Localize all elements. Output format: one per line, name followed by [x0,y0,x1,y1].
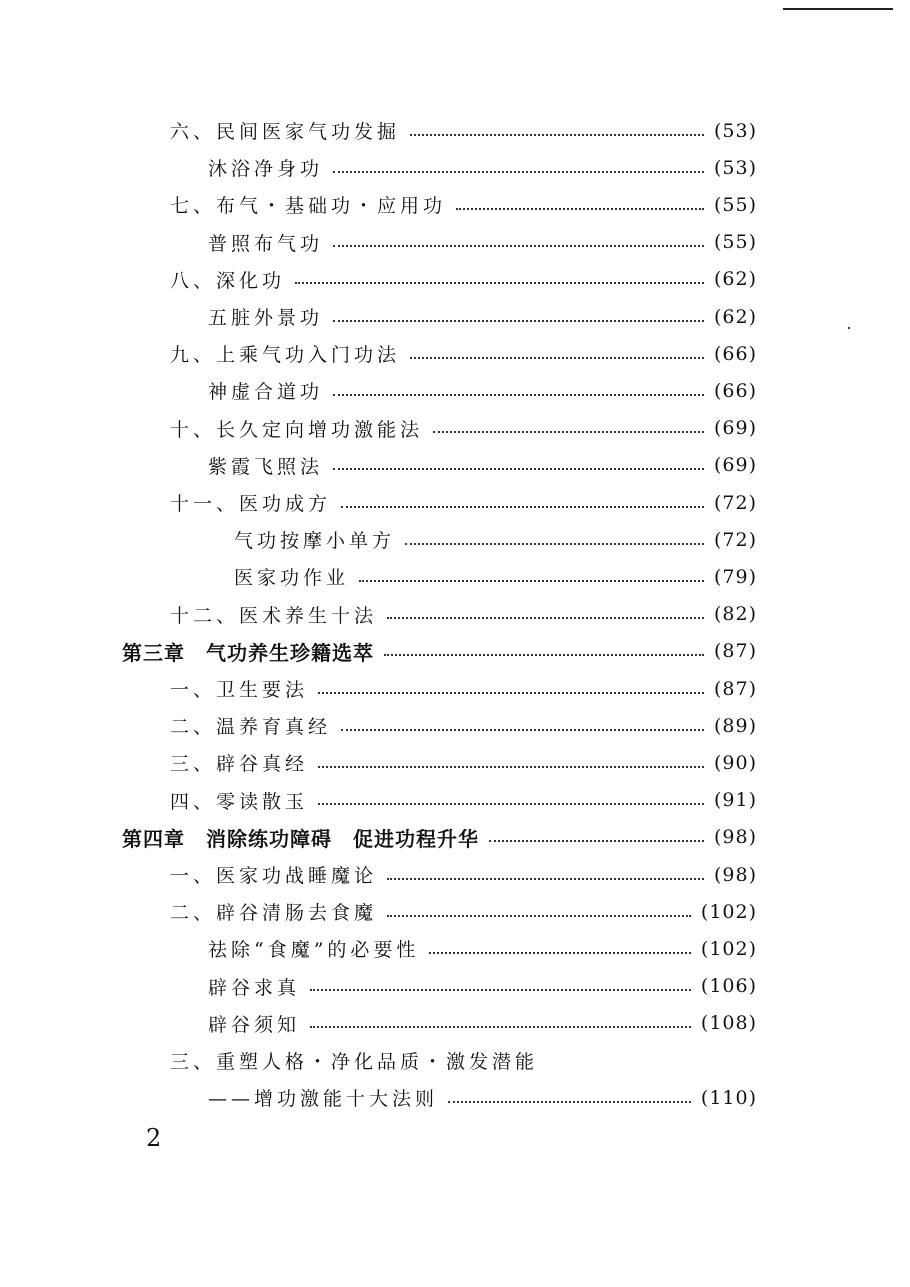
toc-page-number: (110) [700,1086,757,1109]
toc-title: 紫霞飞照法 [208,455,324,478]
toc-page-number: (90) [713,751,757,774]
toc-entry[interactable] [208,224,757,261]
toc-page-number: (66) [713,342,757,365]
toc-title: 七、布气・基础功・应用功 [170,195,447,218]
dot-leader [384,654,704,656]
toc-page-number: (91) [713,789,757,812]
toc-chapter[interactable] [122,633,757,670]
toc-page-number: (66) [713,379,757,402]
toc-title: 十、长久定向增功激能法 [170,418,424,441]
toc-title: 六、民间医家气功发掘 [170,121,401,143]
toc-title: 一、卫生要法 [170,679,309,701]
toc-page-number: (53) [713,119,757,142]
toc-entry[interactable] [170,335,757,372]
toc-title: 五脏外景功 [208,307,324,329]
toc-entry[interactable] [170,782,757,819]
dot-leader [410,134,704,136]
page-number: 2 [146,1124,162,1152]
toc-page-number: (98) [713,826,757,849]
dot-leader [333,171,704,173]
toc-entry[interactable] [170,1042,757,1079]
toc-page-number: (108) [700,1012,757,1035]
scan-speck [848,327,850,329]
toc-title: 沐浴净身功 [208,158,324,181]
toc-title: 普照布气功 [208,232,324,255]
toc-title: 十一、医功成方 [170,493,332,515]
toc-entry[interactable] [208,298,757,335]
dot-leader [333,245,704,247]
toc-entry[interactable] [170,484,757,521]
dot-leader [387,878,704,880]
dot-leader [333,394,704,396]
toc-title: 祛除“食魔”的必要性 [208,939,420,962]
toc-page-number: (62) [713,305,757,328]
dot-leader [333,320,704,322]
dot-leader [405,543,704,545]
toc-entry[interactable] [208,447,757,484]
dot-leader [341,729,704,731]
toc-page-number: (82) [713,603,757,626]
toc-entry[interactable] [208,1079,757,1116]
toc-page-number: (98) [713,863,757,886]
dot-leader [410,357,704,359]
toc-page-number: (102) [700,900,757,923]
toc-entry[interactable] [208,930,757,967]
toc-title: 二、辟谷清肠去食魔 [170,902,378,925]
toc-chapter[interactable] [122,819,757,856]
dot-leader [310,989,691,991]
toc-page-number: (89) [713,714,757,737]
toc-entry[interactable] [208,149,757,186]
dot-leader [318,803,704,805]
toc-entry[interactable] [208,372,757,409]
toc-title: 气功按摩小单方 [234,530,396,553]
toc-page-number: (106) [700,975,757,998]
toc-entry[interactable] [208,968,757,1005]
toc-title: 神虚合道功 [208,381,324,404]
toc-title: 三、重塑人格・净化品质・激发潜能 [170,1051,539,1073]
toc-title: 三、辟谷真经 [170,753,309,776]
dot-leader [341,506,704,508]
toc-page-number: (87) [713,677,757,700]
toc-entry[interactable] [170,596,757,633]
toc-page-number: (62) [713,268,757,291]
dot-leader [448,1101,691,1103]
dot-leader [489,840,704,842]
dot-leader [429,952,690,954]
dot-leader [318,766,704,768]
dot-leader [359,580,704,582]
dot-leader [387,617,704,619]
dot-leader [456,208,704,210]
toc-page-number: (79) [713,565,757,588]
toc-page-number: (87) [713,640,757,663]
toc-entry[interactable] [170,410,757,447]
toc-title: 第四章 消除练功障碍 促进功程升华 [122,826,479,851]
toc-entry[interactable] [234,558,757,595]
toc-entry[interactable] [170,856,757,893]
toc-page-number: (69) [713,417,757,440]
toc-title: 辟谷求真 [208,976,301,999]
dot-leader [318,692,704,694]
toc-title: 一、医家功战睡魔论 [170,865,378,887]
toc-title: 辟谷须知 [208,1013,301,1036]
toc-page-number: (102) [700,937,757,960]
toc-page-number: (69) [713,454,757,477]
toc-title: 医家功作业 [234,567,350,590]
dot-leader [433,431,704,433]
toc-entry[interactable] [170,893,757,930]
toc-title: ——增功激能十大法则 [208,1088,439,1111]
toc-entry[interactable] [170,186,757,223]
toc-page-number: (55) [713,193,757,216]
dot-leader [387,915,691,917]
toc-entry[interactable] [234,521,757,558]
dot-leader [333,468,704,470]
toc-page-number: (53) [713,156,757,179]
toc-page-number: (55) [713,231,757,254]
toc-title: 二、温养育真经 [170,716,332,739]
toc-entry[interactable] [170,261,757,298]
toc-entry[interactable] [170,670,757,707]
toc-page-number: (72) [713,491,757,514]
toc-title: 八、深化功 [170,269,286,292]
toc-entry[interactable] [170,744,757,781]
toc-page-number: (72) [713,528,757,551]
toc-entry[interactable] [170,112,757,149]
toc-title: 四、零读散玉 [170,790,309,813]
toc-title: 九、上乘气功入门功法 [170,344,401,367]
toc-title: 十二、医术养生十法 [170,604,378,627]
toc-entry[interactable] [170,707,757,744]
toc-title: 第三章 气功养生珍籍选萃 [122,640,374,665]
toc-entry[interactable] [208,1005,757,1042]
dot-leader [310,1026,691,1028]
dot-leader [295,282,704,284]
top-rule [783,8,893,10]
